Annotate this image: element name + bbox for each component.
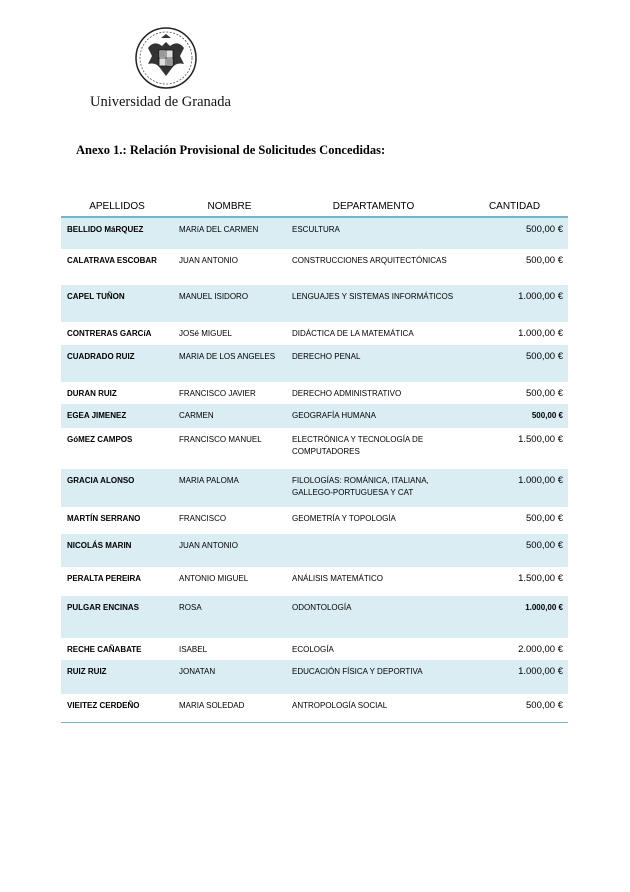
- cell-departamento: EDUCACIÓN FÍSICA Y DEPORTIVA: [286, 660, 461, 694]
- table-row: [61, 249, 568, 285]
- cell-departamento: DIDÁCTICA DE LA MATEMÁTICA: [292, 329, 414, 338]
- cell-apellidos: PERALTA PEREIRA: [67, 574, 142, 583]
- table-row: [61, 285, 568, 322]
- table-row: [61, 217, 568, 249]
- grants-table: [61, 196, 568, 723]
- table-row: [61, 638, 568, 660]
- table-row: [61, 404, 568, 428]
- cell-nombre: MARIA PALOMA: [173, 469, 286, 507]
- cell-nombre: FRANCISCO: [179, 514, 227, 523]
- table-row: [61, 567, 568, 596]
- cell-apellidos: GóMEZ CAMPOS: [67, 435, 133, 444]
- cell-apellidos: BELLIDO MáRQUEZ: [61, 217, 173, 249]
- table-header-row: [61, 196, 568, 217]
- cell-nombre: ISABEL: [179, 645, 208, 654]
- cell-apellidos: CALATRAVA ESCOBAR: [67, 256, 157, 265]
- cell-nombre: JOSé MIGUEL: [179, 329, 232, 338]
- cell-cantidad: 500,00 €: [526, 513, 563, 524]
- table-row: [61, 507, 568, 534]
- cell-cantidad: 1.500,00 €: [518, 434, 563, 445]
- table-row: [61, 322, 568, 345]
- cell-departamento: GEOGRAFÍA HUMANA: [286, 404, 461, 428]
- cell-nombre: MANUEL ISIDORO: [173, 285, 286, 322]
- cell-cantidad: 500,00 €: [461, 404, 568, 428]
- cell-nombre: JUAN ANTONIO: [179, 256, 238, 265]
- university-name: Universidad de Granada: [90, 94, 231, 110]
- column-header-nombre: NOMBRE: [173, 196, 286, 217]
- cell-departamento: DERECHO ADMINISTRATIVO: [292, 389, 402, 398]
- cell-apellidos: MARTÍN SERRANO: [67, 514, 141, 523]
- cell-nombre: JUAN ANTONIO: [173, 534, 286, 567]
- cell-nombre: MARIA DE LOS ANGELES: [173, 345, 286, 382]
- cell-cantidad: 500,00 €: [461, 534, 568, 567]
- cell-apellidos: EGEA JIMENEZ: [61, 404, 173, 428]
- column-header-apellidos: APELLIDOS: [61, 196, 173, 217]
- cell-cantidad: 500,00 €: [461, 217, 568, 249]
- cell-departamento: ODONTOLOGÍA: [286, 596, 461, 638]
- cell-nombre: CARMEN: [173, 404, 286, 428]
- cell-nombre: FRANCISCO JAVIER: [179, 389, 256, 398]
- cell-departamento: ANÁLISIS MATEMÁTICO: [292, 574, 383, 583]
- table-row: [61, 596, 568, 638]
- cell-nombre: MARíA DEL CARMEN: [173, 217, 286, 249]
- cell-apellidos: RUIZ RUIZ: [61, 660, 173, 694]
- cell-departamento: CONSTRUCCIONES ARQUITECTÓNICAS: [292, 256, 447, 265]
- table-row: [61, 469, 568, 507]
- cell-cantidad: 500,00 €: [526, 255, 563, 266]
- cell-departamento: ECOLOGÍA: [292, 645, 334, 654]
- table-row: [61, 694, 568, 722]
- cell-departamento: ESCULTURA: [286, 217, 461, 249]
- cell-cantidad: 1.500,00 €: [518, 573, 563, 584]
- cell-apellidos: RECHE CAÑABATE: [67, 645, 142, 654]
- cell-apellidos: CUADRADO RUIZ: [61, 345, 173, 382]
- table-row: [61, 382, 568, 404]
- cell-cantidad: 1.000,00 €: [461, 596, 568, 638]
- cell-apellidos: GRACIA ALONSO: [61, 469, 173, 507]
- table-row: [61, 534, 568, 567]
- cell-nombre: MARIA SOLEDAD: [173, 694, 286, 722]
- cell-departamento: ELECTRÓNICA Y TECNOLOGÍA DE COMPUTADORES: [292, 435, 424, 456]
- column-header-cantidad: CANTIDAD: [461, 196, 568, 217]
- table-row: [61, 660, 568, 694]
- cell-departamento: DERECHO PENAL: [286, 345, 461, 382]
- table-row: [61, 428, 568, 469]
- cell-cantidad: 500,00 €: [461, 694, 568, 722]
- cell-apellidos: PULGAR ENCINAS: [61, 596, 173, 638]
- cell-cantidad: 500,00 €: [526, 388, 563, 399]
- cell-cantidad: 500,00 €: [461, 345, 568, 382]
- cell-cantidad: 2.000,00 €: [518, 644, 563, 655]
- cell-cantidad: 1.000,00 €: [461, 660, 568, 694]
- cell-departamento: FILOLOGÍAS: ROMÁNICA, ITALIANA, GALLEGO-PORTUGUESA Y CAT: [286, 469, 461, 507]
- cell-nombre: FRANCISCO MANUEL: [179, 435, 262, 444]
- cell-apellidos: CONTRERAS GARCíA: [67, 329, 152, 338]
- cell-apellidos: CAPEL TUÑON: [61, 285, 173, 322]
- table-row: [61, 345, 568, 382]
- annex-title: Anexo 1.: Relación Provisional de Solicitudes Concedidas:: [76, 143, 386, 157]
- cell-departamento: LENGUAJES Y SISTEMAS INFORMÁTICOS: [286, 285, 461, 322]
- cell-nombre: ROSA: [173, 596, 286, 638]
- cell-cantidad: 1.000,00 €: [461, 469, 568, 507]
- cell-departamento: ANTROPOLOGÍA SOCIAL: [286, 694, 461, 722]
- cell-departamento: GEOMETRÍA Y TOPOLOGÍA: [292, 514, 396, 523]
- university-crest-logo: [134, 26, 198, 90]
- cell-apellidos: NICOLÁS MARIN: [61, 534, 173, 567]
- cell-cantidad: 1.000,00 €: [518, 328, 563, 339]
- cell-departamento: [286, 534, 461, 567]
- column-header-departamento: DEPARTAMENTO: [286, 196, 461, 217]
- cell-nombre: ANTONIO MIGUEL: [179, 574, 249, 583]
- cell-cantidad: 1.000,00 €: [461, 285, 568, 322]
- cell-apellidos: VIEITEZ CERDEÑO: [61, 694, 173, 722]
- cell-apellidos: DURAN RUIZ: [67, 389, 117, 398]
- cell-nombre: JONATAN: [173, 660, 286, 694]
